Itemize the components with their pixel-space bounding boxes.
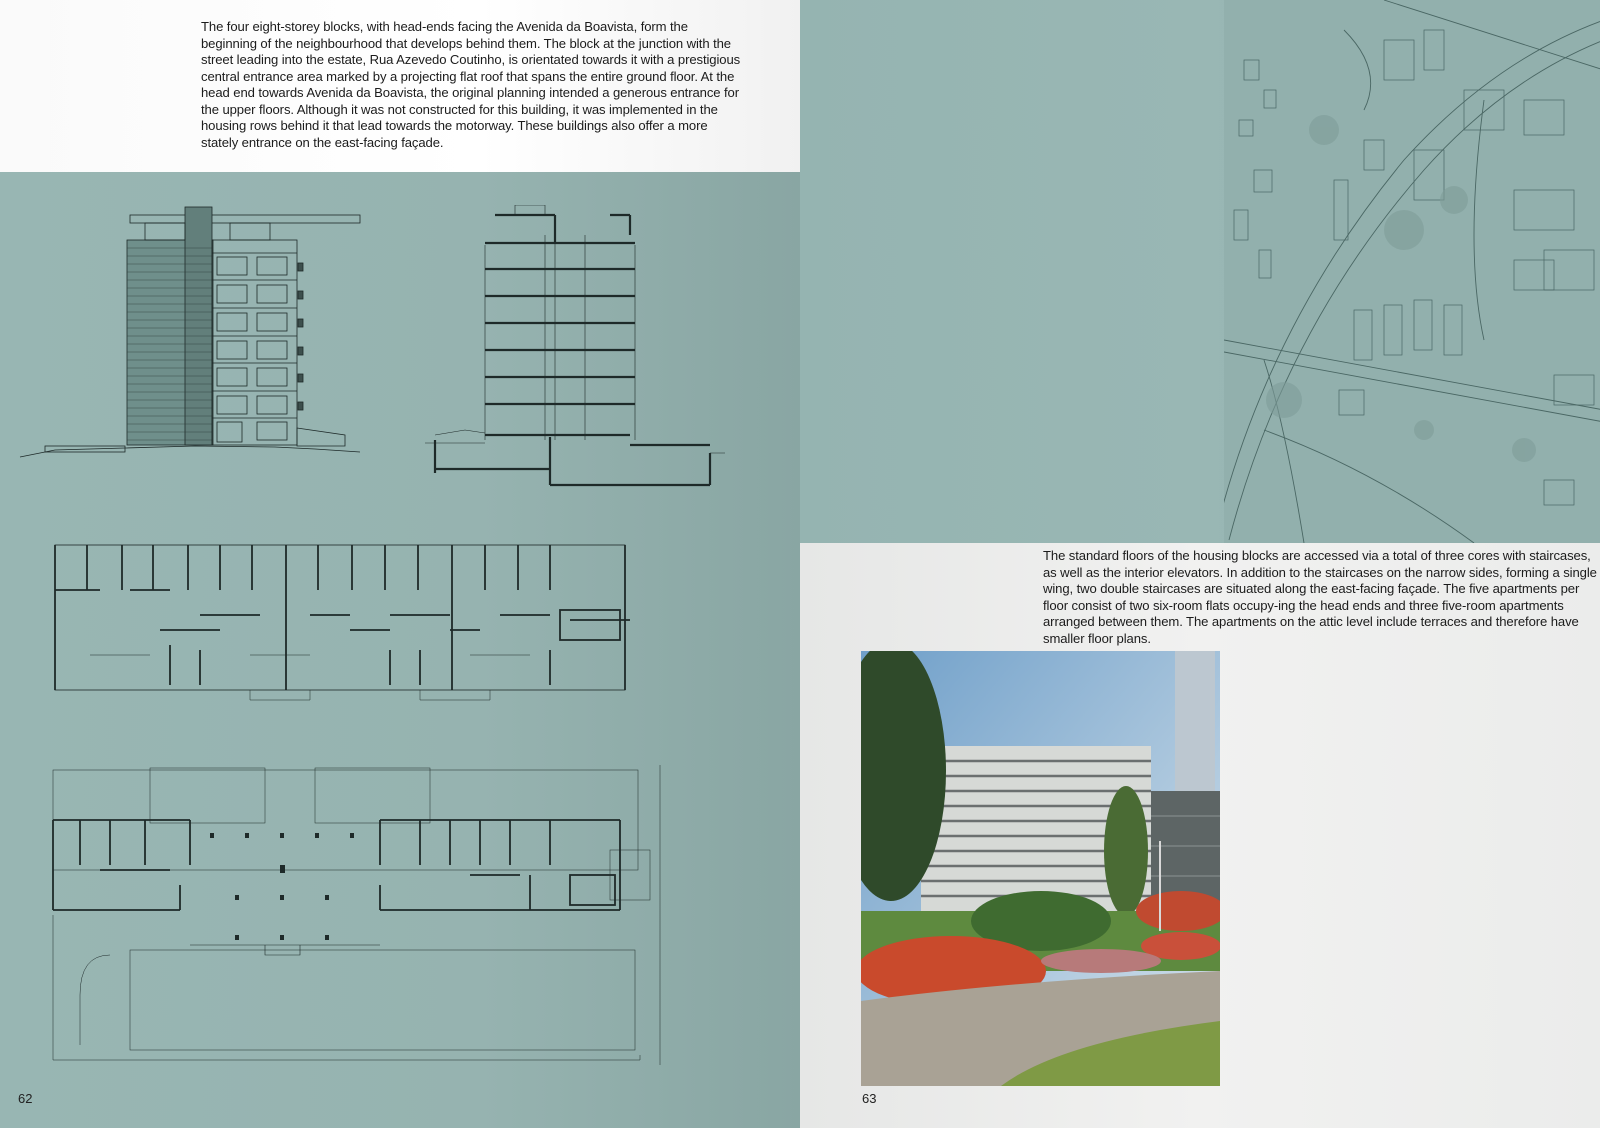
section-drawing bbox=[405, 205, 735, 490]
standard-floor-plan bbox=[50, 540, 660, 710]
site-map bbox=[1224, 0, 1600, 543]
photo-housing-block-garden bbox=[861, 651, 1220, 1086]
ground-floor-plan bbox=[50, 765, 690, 1075]
intro-paragraph: The four eight-storey blocks, with head-ends facing the Avenida da Boavista, form the beginning of the neighbourhood that develops behind them. The block at the junction with the street leading into the estate, Rua Azevedo Coutinho, is orientated towards it with a prestigious central entrance area marked by a projecting flat roof that spans the entire ground floor. At the head end towards Avenida da Boavista, the original planning intended a generous entrance for the upper floors. Although it was not constructed for this building, it was implemented in the housing rows behind it that lead towards the motorway. These buildings also offer a more stately entrance on the east-facing façade. bbox=[201, 19, 741, 150]
core-access-paragraph: The standard floors of the housing blocks are accessed via a total of three cores with staircases, as well as the interior elevators. In addition to the staircases on the narrow sides, forming a single wing, two double staircases are situated along the east-facing façade. The five apartments per floor consist of two six-room flats occupy-ing the head ends and three five-room apartments arranged between them. The apartments on the attic level include terraces and therefore have smaller floor plans. bbox=[1043, 548, 1597, 646]
page-number: 63 bbox=[862, 1091, 877, 1106]
right-page bbox=[800, 0, 1600, 1128]
elevation-drawing bbox=[15, 200, 375, 465]
page-number: 62 bbox=[18, 1091, 33, 1106]
